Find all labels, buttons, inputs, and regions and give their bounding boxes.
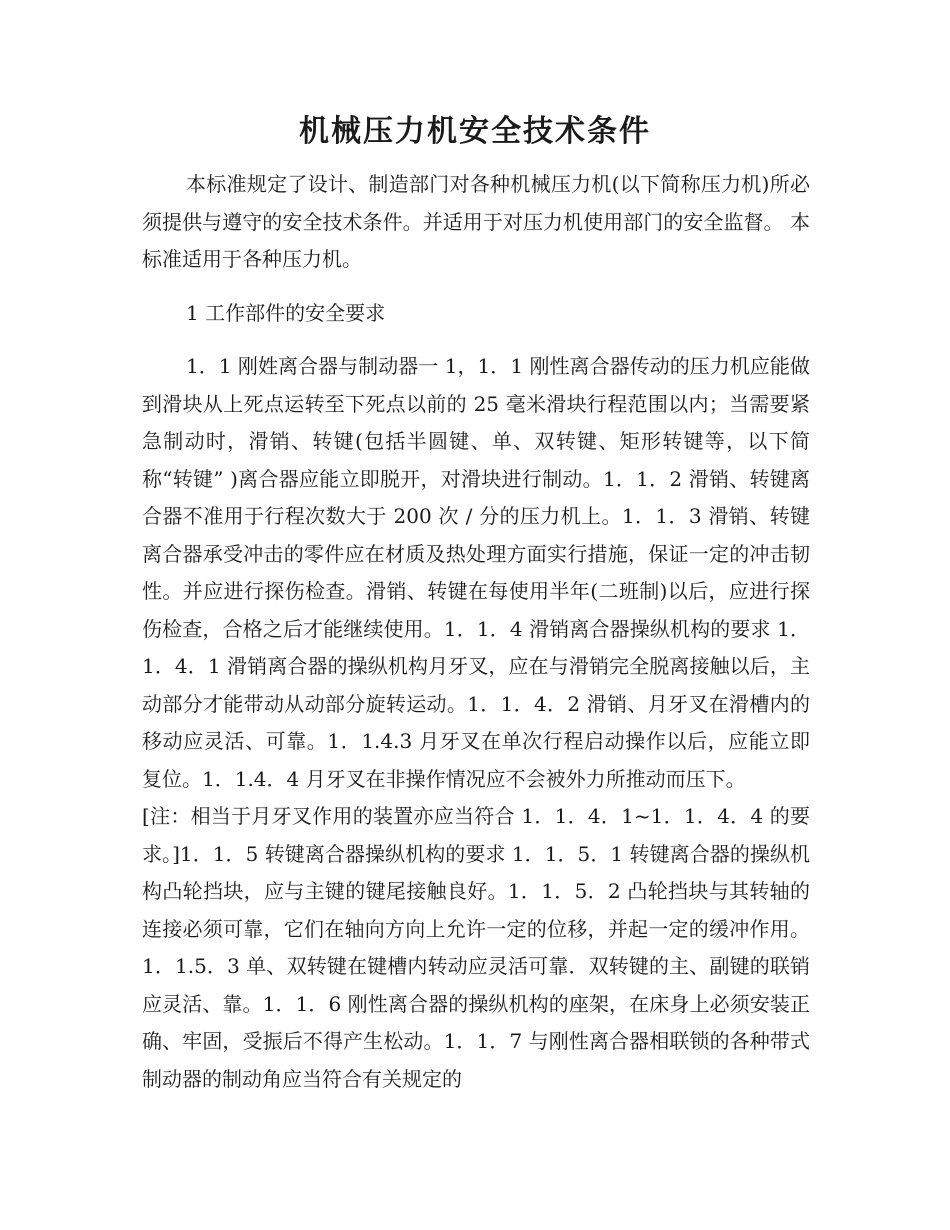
section-heading: 1 工作部件的安全要求 (186, 300, 386, 325)
document-title: 机械压力机安全技术条件 (299, 114, 651, 149)
intro-paragraph: 本标准规定了设计、制造部门对各种机械压力机(以下简称压力机)所必须提供与遵守的安全技术条件。并适用于对压力机使用部门的安全监督。 本标准适用于各种压力机。 (142, 172, 810, 271)
note-paragraph: [注：相当于月牙叉作用的装置亦应当符合 1．1．4．1~1．1．4．4 的要求。]1．1．5 转键离合器操纵机构的要求 1．1．5．1 转键离合器的操纵机构凸轮挡块，应与主键的键尾接触良好。1．1．5．2 凸轮挡块与其转轴的连接必须可靠，它们在轴向方向上允许一定的位移，并起一定的缓冲作用。1．1.5．3 单、双转键在键槽内转动应灵活可靠．双转键的主、副键的联销应灵活、靠。1．1．6 刚性离合器的操纵机构的座架，在床身上必须安装正确、牢固，受振后不得产生松动。1．1．7 与刚性离合器相联锁的各种带式制动器的制动角应当符合有关规定的 (142, 804, 810, 1091)
section-1-1-paragraph: 1．1 刚姓离合器与制动器一 1，1．1 刚性离合器传动的压力机应能做到滑块从上死点运转至下死点以前的 25 毫米滑块行程范围以内；当需要紧急制动时，滑销、转键(包括半圆键、单、双转键、矩形转键等，以下简称“转键” )离合器应能立即脱开，对滑块进行制动。1．1．2 滑销、转键离合器不准用于行程次数大于 200 次 / 分的压力机上。1．1．3 滑销、转键离合器承受冲击的零件应在材质及热处理方面实行措施，保证一定的冲击韧性。并应进行探伤检查。滑销、转键在每使用半年(二班制)以后，应进行探伤检查，合格之后才能继续使用。1．1．4 滑销离合器操纵机构的要求 1．1．4．1 滑销离合器的操纵机构月牙叉，应在与滑销完全脱离接触以后，主动部分才能带动从动部分旋转运动。1．1．4．2 滑销、月牙叉在滑槽内的移动应灵活、可靠。1．1.4.3 月牙叉在单次行程启动操作以后，应能立即复位。1．1.4．4 月牙叉在非操作情况应不会被外力所推动而压下。 (142, 354, 810, 791)
document-body (142, 166, 810, 1098)
